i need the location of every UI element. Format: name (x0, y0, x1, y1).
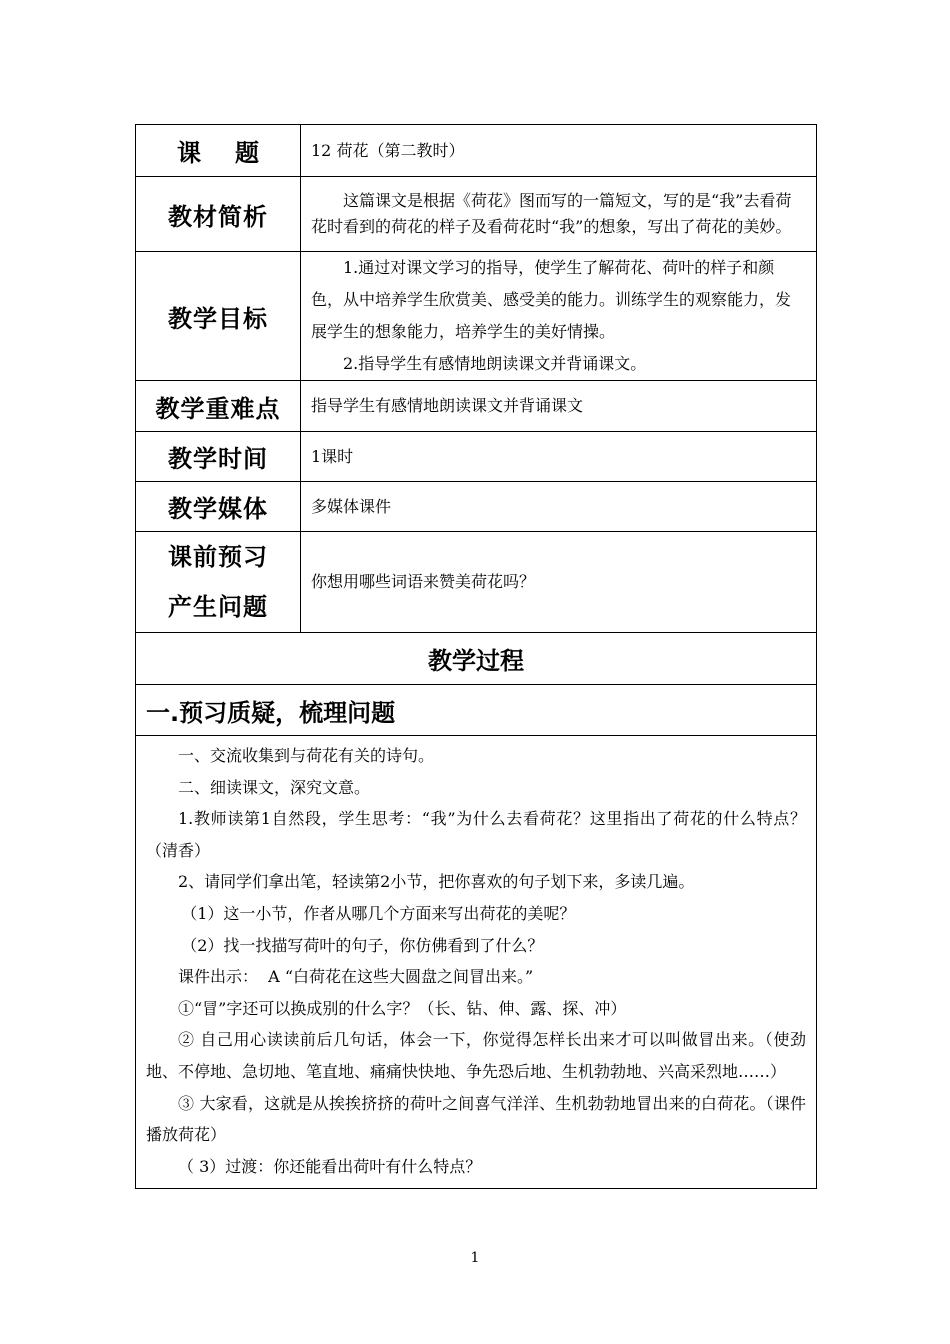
body-paragraph: （2）找一找描写荷叶的句子，你仿佛看到了什么？ (181, 935, 544, 955)
preview-value: 你想用哪些词语来赞美荷花吗？ (301, 532, 817, 633)
row-preview (136, 532, 817, 633)
goal-item: 2.指导学生有感情地朗读课文并背诵课文。 (343, 354, 647, 373)
time-value: 1课时 (301, 432, 817, 482)
media-value: 多媒体课件 (301, 482, 817, 532)
goals-value (301, 252, 817, 381)
topic-label: 课题 (136, 125, 301, 177)
row-time (136, 432, 817, 482)
row-topic (136, 125, 817, 177)
section1-heading: 一.预习质疑，梳理问题 (136, 685, 817, 736)
analysis-value: 这篇课文是根据《荷花》图而写的一篇短文，写的是“我”去看荷花时看到的荷花的样子及看荷花时“我”的想象，写出了荷花的美妙。 (301, 177, 817, 252)
preview-label: 课前预习 产生问题 (136, 532, 301, 633)
keypoints-value: 指导学生有感情地朗读课文并背诵课文 (301, 381, 817, 432)
row-media (136, 482, 817, 532)
media-label: 教学媒体 (136, 482, 301, 532)
page-number: 1 (470, 1250, 480, 1266)
process-body (136, 736, 817, 1189)
body-paragraph: ①“冒”字还可以换成别的什么字？（长、钻、伸、露、探、冲） (178, 998, 627, 1018)
body-paragraph: 一、交流收集到与荷花有关的诗句。 (178, 746, 435, 765)
row-keypoints (136, 381, 817, 432)
lesson-plan-table (135, 124, 817, 1189)
row-goals (136, 252, 817, 381)
body-paragraph: 1.教师读第1自然段，学生思考：“我”为什么去看荷花？这里指出了荷花的什么特点？（清香） (146, 809, 806, 860)
row-analysis (136, 177, 817, 252)
body-paragraph: （ 3）过渡：你还能看出荷叶有什么特点？ (178, 1156, 482, 1176)
row-section1-heading (136, 685, 817, 736)
body-paragraph: ② 自己用心读读前后几句话，体会一下，你觉得怎样长出来才可以叫做冒出来。（使劲地、不停地、急切地、笔直地、痛痛快快地、争先恐后地、生机勃勃地、兴高采烈地……） (146, 1030, 806, 1081)
body-paragraph: （1）这一小节，作者从哪几个方面来写出荷花的美呢？ (181, 903, 576, 923)
body-paragraph: 二、细读课文，深究文意。 (178, 777, 371, 797)
keypoints-label: 教学重难点 (136, 381, 301, 432)
goals-label: 教学目标 (136, 252, 301, 381)
body-paragraph: ③ 大家看，这就是从挨挨挤挤的荷叶之间喜气洋洋、生机勃勃地冒出来的白荷花。（课件播放荷花） (146, 1093, 806, 1145)
topic-value: 12 荷花（第二教时） (301, 125, 817, 177)
goal-item: 1.通过对课文学习的指导，使学生了解荷花、荷叶的样子和颜色，从中培养学生欣赏美、感受美的能力。训练学生的观察能力，发展学生的想象能力，培养学生的美好情操。 (311, 258, 792, 341)
analysis-label: 教材简析 (136, 177, 301, 252)
row-process-body (136, 736, 817, 1189)
body-paragraph: 课件出示： A “白荷花在这些大圆盘之间冒出来。” (178, 967, 534, 987)
body-paragraph: 2、请同学们拿出笔，轻读第2小节，把你喜欢的句子划下来，多读几遍。 (178, 872, 695, 892)
row-process-title (136, 633, 817, 685)
time-label: 教学时间 (136, 432, 301, 482)
process-title: 教学过程 (136, 633, 817, 685)
